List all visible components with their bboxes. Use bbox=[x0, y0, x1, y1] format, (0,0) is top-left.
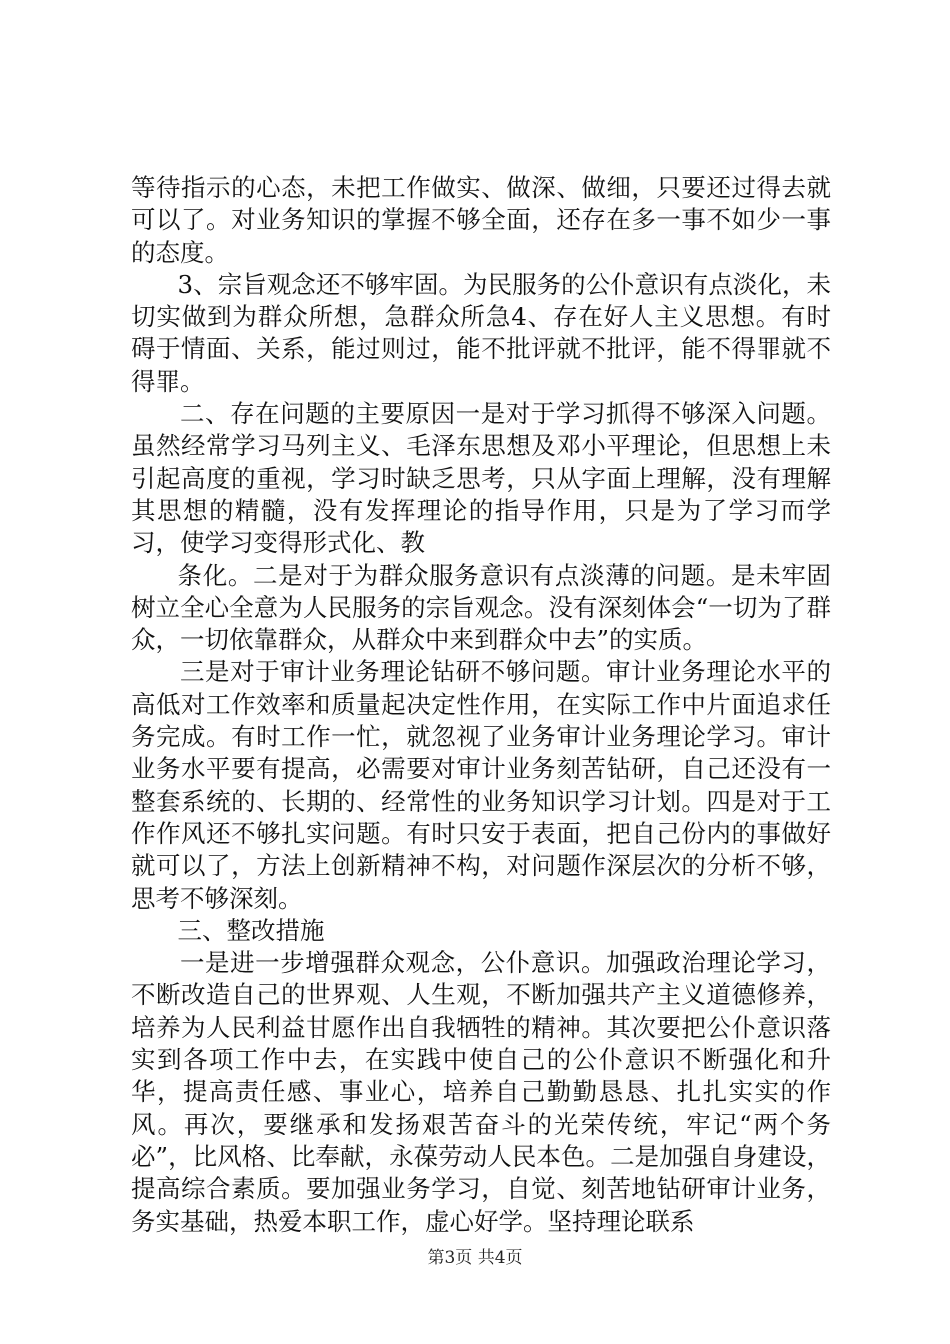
paragraph-purpose-concept: 3、宗旨观念还不够牢固。为民服务的公仆意识有点淡化，未切实做到为群众所想，急群众所急4、存在好人主义思想。有时碍于情面、关系，能过则过，能不批评就不批评，能不得罪就不得罪。 bbox=[131, 269, 831, 396]
paragraph-audit-theory: 三是对于审计业务理论钻研不够问题。审计业务理论水平的高低对工作效率和质量起决定性作用，在实际工作中片面追求任务完成。有时工作一忙，就忽视了业务审计业务理论学习。审计业务水平要有提高，必需要对审计业务刻苦钻研，自己还没有一整套系统的、长期的、经常性的业务知识学习计划。四是对于工作作风还不够扎实问题。有时只安于表面，把自己份内的事做好就可以了，方法上创新精神不构，对问题作深层次的分析不够，思考不够深刻。 bbox=[131, 657, 831, 913]
paragraph-service-awareness: 条化。二是对于为群众服务意识有点淡薄的问题。是未牢固树立全心全意为人民服务的宗旨观念。没有深刻体会“一切为了群众，一切依靠群众，从群众中来到群众中去”的实质。 bbox=[131, 560, 831, 655]
paragraph-attitude: 等待指示的心态，未把工作做实、做深、做细，只要还过得去就可以了。对业务知识的掌握不够全面，还存在多一事不如少一事的态度。 bbox=[131, 173, 831, 267]
paragraph-measures: 一是进一步增强群众观念，公仆意识。加强政治理论学习，不断改造自己的世界观、人生观，不断加强共产主义道德修养，培养为人民利益甘愿作出自我牺牲的精神。其次要把公仆意识落实到各项工作中去，在实践中使自己的公仆意识不断强化和升华，提高责任感、事业心，培养自己勤勤恳恳、扎扎实实的作风。再次，要继承和发扬艰苦奋斗的光荣传统，牢记“两个务必”，比风格、比奉献，永葆劳动人民本色。二是加强自身建设，提高综合素质。要加强业务学习，自觉、刻苦地钻研审计业务，务实基础，热爱本职工作，虚心好学。坚持理论联系 bbox=[131, 948, 831, 1236]
paragraph-main-causes: 二、存在问题的主要原因一是对于学习抓得不够深入问题。虽然经常学习马列主义、毛泽东思想及邓小平理论，但思想上未引起高度的重视，学习时缺乏思考，只从字面上理解，没有理解其思想的精髓，没有发挥理论的指导作用，只是为了学习而学习，使学习变得形式化、教 bbox=[131, 399, 831, 558]
section-heading-rectification: 三、整改措施 bbox=[177, 915, 325, 945]
document-body bbox=[131, 172, 831, 1238]
page-footer: 第3页 共4页 bbox=[427, 1248, 523, 1268]
